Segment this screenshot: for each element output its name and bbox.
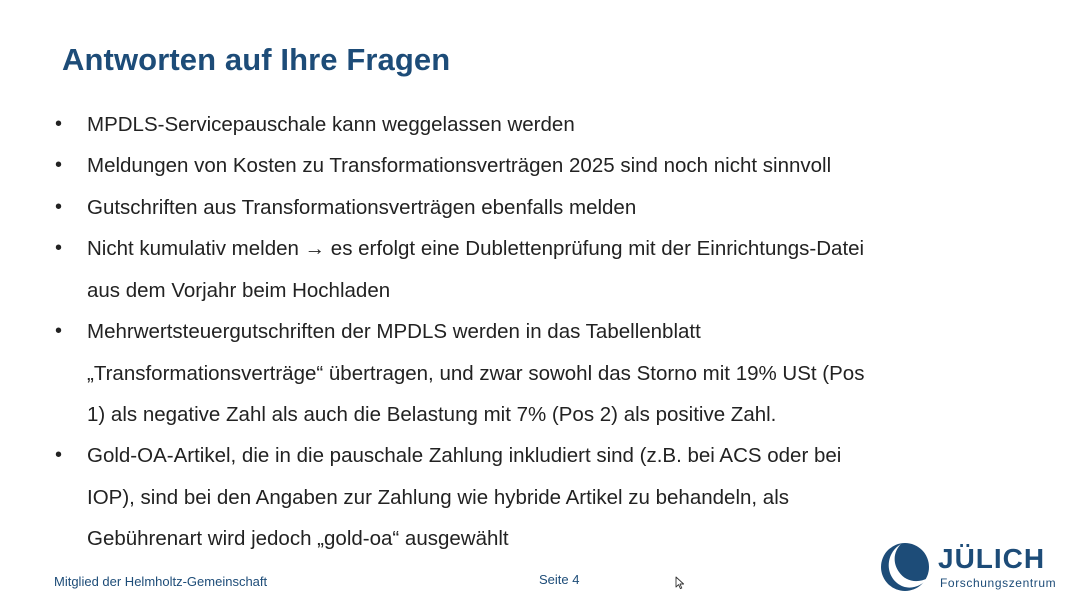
bullet-dot-icon: • — [55, 444, 63, 466]
bullet-text-line: Gold-OA-Artikel, die in die pauschale Zahlung inkludiert sind (z.B. bei ACS oder bei — [87, 444, 842, 467]
bullet-dot-icon: • — [55, 320, 63, 342]
footer-membership-text: Mitglied der Helmholtz-Gemeinschaft — [54, 574, 268, 589]
bullet-dot-icon: • — [55, 237, 63, 259]
slide-title: Antworten auf Ihre Fragen — [62, 42, 451, 77]
bullet-text-line: IOP), sind bei den Angaben zur Zahlung wie hybride Artikel zu behandeln, als — [87, 485, 789, 509]
bullet-text-line: Meldungen von Kosten zu Transformationsverträgen 2025 sind noch nicht sinnvoll — [87, 154, 832, 177]
bullet-dot-icon: • — [55, 113, 63, 135]
mouse-pointer-icon — [675, 576, 685, 590]
bullet-text-line: MPDLS-Servicepauschale kann weggelassen werden — [87, 113, 575, 136]
logo-name: JÜLICH — [938, 543, 1046, 574]
juelich-logo — [880, 542, 1060, 592]
logo-subtitle: Forschungszentrum — [940, 576, 1057, 590]
bullet-text-line: Nicht kumulativ melden → es erfolgt eine Dublettenprüfung mit der Einrichtungs-Datei — [87, 237, 865, 260]
bullet-dot-icon: • — [55, 196, 63, 218]
bullet-dot-icon: • — [55, 154, 63, 176]
bullet-text-line: „Transformationsverträge“ übertragen, und zwar sowohl das Storno mit 19% USt (Pos — [87, 361, 865, 385]
bullet-text-line: Gutschriften aus Transformationsverträgen ebenfalls melden — [87, 196, 637, 219]
bullet-text-line: aus dem Vorjahr beim Hochladen — [87, 278, 391, 302]
bullet-text-line: Mehrwertsteuergutschriften der MPDLS werden in das Tabellenblatt — [87, 320, 701, 343]
page-number: Seite 4 — [539, 572, 580, 587]
juelich-logo-icon — [880, 542, 930, 592]
bullet-text-line: 1) als negative Zahl als auch die Belastung mit 7% (Pos 2) als positive Zahl. — [87, 403, 777, 426]
bullet-text-line: Gebührenart wird jedoch „gold-oa“ ausgewählt — [87, 527, 509, 550]
